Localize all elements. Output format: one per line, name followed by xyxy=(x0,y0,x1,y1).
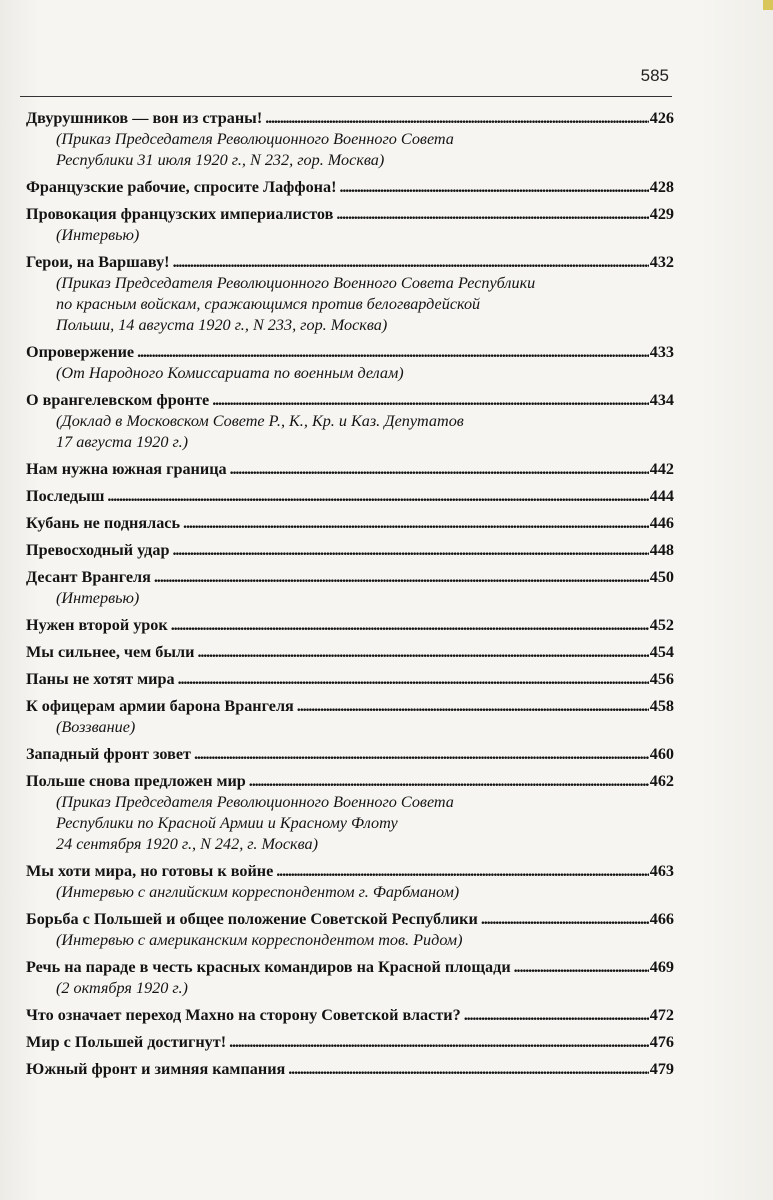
toc-entry-page: 444 xyxy=(649,487,674,505)
toc-entry-subtitle xyxy=(26,273,674,336)
toc-entry xyxy=(26,204,674,246)
toc-entry-subtitle xyxy=(26,792,674,855)
toc-entry-line xyxy=(26,744,674,765)
dot-leader xyxy=(173,252,649,273)
dot-leader xyxy=(336,204,648,225)
toc-entry-line xyxy=(26,1005,674,1026)
toc-entry xyxy=(26,177,674,198)
toc-entry xyxy=(26,252,674,336)
toc-entry-subtitle-line: (Воззвание) xyxy=(56,718,136,736)
toc-entry-title: Нам нужна южная граница xyxy=(26,460,227,478)
dot-leader xyxy=(107,486,648,507)
toc-entry-line xyxy=(26,567,674,588)
toc-entry-page: 456 xyxy=(649,670,674,688)
toc-entry-page: 442 xyxy=(649,460,674,478)
toc-entry xyxy=(26,1059,674,1080)
toc-entry-subtitle-line: (От Народного Комиссариата по военным делам) xyxy=(56,364,404,382)
toc-entry-page: 469 xyxy=(649,958,674,976)
toc-entry-page: 460 xyxy=(649,745,674,763)
toc-entry-line xyxy=(26,486,674,507)
toc-entry xyxy=(26,1032,674,1053)
toc-entry-page: 448 xyxy=(649,541,674,559)
toc-entry-subtitle-line: (Интервью) xyxy=(56,226,140,244)
toc-entry-title: Что означает переход Махно на сторону Советской власти? xyxy=(26,1006,461,1024)
toc-entry-title: К офицерам армии барона Врангеля xyxy=(26,697,294,715)
toc-entry-subtitle xyxy=(26,225,674,246)
header-rule xyxy=(20,96,672,97)
toc-entry xyxy=(26,108,674,171)
toc-entry-page: 450 xyxy=(649,568,674,586)
dot-leader xyxy=(137,342,649,363)
toc-entry-title: Двурушников — вон из страны! xyxy=(26,109,263,127)
toc-entry-page: 458 xyxy=(649,697,674,715)
toc-entry xyxy=(26,540,674,561)
toc-entry xyxy=(26,567,674,609)
toc-entry-title: Западный фронт зовет xyxy=(26,745,191,763)
toc-entry-page: 479 xyxy=(649,1060,674,1078)
corner-mark xyxy=(763,0,773,10)
page-number: 585 xyxy=(640,66,669,85)
toc-entry xyxy=(26,669,674,690)
toc-entry-line xyxy=(26,957,674,978)
dot-leader xyxy=(178,669,649,690)
toc-entry xyxy=(26,771,674,855)
toc-entry-line xyxy=(26,252,674,273)
toc-entry-subtitle-line: 17 августа 1920 г.) xyxy=(56,433,189,451)
toc-entry-page: 454 xyxy=(649,643,674,661)
toc-entry-title: Мы хоти мира, но готовы к войне xyxy=(26,862,274,880)
toc-entry xyxy=(26,861,674,903)
toc-entry xyxy=(26,342,674,384)
toc-entry-title: Десант Врангеля xyxy=(26,568,151,586)
dot-leader xyxy=(183,513,649,534)
toc-entry-line xyxy=(26,1032,674,1053)
toc-entry-title: Опровержение xyxy=(26,343,135,361)
toc-entry-line xyxy=(26,390,674,411)
toc-entry-subtitle xyxy=(26,363,674,384)
toc-entry-page: 463 xyxy=(649,862,674,880)
toc-entry-page: 472 xyxy=(649,1006,674,1024)
toc-entry-line xyxy=(26,513,674,534)
dot-leader xyxy=(172,540,648,561)
toc-entry-title: Мир с Польшей достигнут! xyxy=(26,1033,227,1051)
dot-leader xyxy=(229,1032,649,1053)
toc-entry-title: Французские рабочие, спросите Лаффона! xyxy=(26,178,337,196)
dot-leader xyxy=(276,861,648,882)
dot-leader xyxy=(249,771,649,792)
toc-entry-line xyxy=(26,615,674,636)
toc-entry-line xyxy=(26,540,674,561)
toc-entry-page: 429 xyxy=(649,205,674,223)
dot-leader xyxy=(154,567,649,588)
toc-entry-title: Провокация французских империалистов xyxy=(26,205,334,223)
dot-leader xyxy=(481,909,649,930)
toc-entry-subtitle-line: (Приказ Председателя Революционного Военного Совета xyxy=(56,793,454,811)
toc-entry-line xyxy=(26,642,674,663)
toc-entry-line xyxy=(26,771,674,792)
toc-entry-title: Превосходный удар xyxy=(26,541,170,559)
toc-entry xyxy=(26,744,674,765)
toc-entry-page: 476 xyxy=(649,1033,674,1051)
toc-entry-subtitle-line: Польши, 14 августа 1920 г., N 233, гор. Москва) xyxy=(56,316,388,334)
toc-entry-title: Мы сильнее, чем были xyxy=(26,643,195,661)
toc-entry-title: Последыш xyxy=(26,487,105,505)
toc-entry-subtitle xyxy=(26,588,674,609)
toc-entry-page: 452 xyxy=(649,616,674,634)
toc-entry-page: 432 xyxy=(649,253,674,271)
dot-leader xyxy=(297,696,649,717)
toc-entry-subtitle xyxy=(26,978,674,999)
dot-leader xyxy=(339,177,648,198)
toc-entry-line xyxy=(26,669,674,690)
toc-entry-subtitle-line: (Доклад в Московском Совете Р., К., Кр. и Каз. Депутатов xyxy=(56,412,464,430)
toc-entry-subtitle-line: Республики 31 июля 1920 г., N 232, гор. Москва) xyxy=(56,151,385,169)
dot-leader xyxy=(288,1059,648,1080)
toc-entry xyxy=(26,390,674,453)
dot-leader xyxy=(265,108,649,129)
toc-entry-title: Нужен второй урок xyxy=(26,616,168,634)
toc-entry-line xyxy=(26,177,674,198)
toc-entry-subtitle-line: (2 октября 1920 г.) xyxy=(56,979,188,997)
toc-entry xyxy=(26,459,674,480)
toc-entry-line xyxy=(26,204,674,225)
toc-entry-title: Южный фронт и зимняя кампания xyxy=(26,1060,286,1078)
toc-entry-subtitle xyxy=(26,930,674,951)
toc-entry-title: Герои, на Варшаву! xyxy=(26,253,170,271)
toc-entry xyxy=(26,486,674,507)
toc-entry-page: 426 xyxy=(649,109,674,127)
toc-entry xyxy=(26,696,674,738)
dot-leader xyxy=(230,459,649,480)
toc-entry-subtitle-line: по красным войскам, сражающимся против белогвардейской xyxy=(56,295,481,313)
dot-leader xyxy=(197,642,648,663)
toc-entry-subtitle-line: (Интервью) xyxy=(56,589,140,607)
toc-entry-title: Борьба с Польшей и общее положение Советской Республики xyxy=(26,910,478,928)
table-of-contents xyxy=(26,108,674,1086)
toc-entry-page: 428 xyxy=(649,178,674,196)
toc-entry-page: 446 xyxy=(649,514,674,532)
toc-entry-subtitle-line: (Интервью с американским корреспондентом тов. Ридом) xyxy=(56,931,463,949)
dot-leader xyxy=(171,615,649,636)
toc-entry-subtitle xyxy=(26,882,674,903)
toc-entry-line xyxy=(26,861,674,882)
toc-entry-line xyxy=(26,459,674,480)
toc-entry-title: О врангелевском фронте xyxy=(26,391,210,409)
toc-entry xyxy=(26,642,674,663)
toc-entry-subtitle xyxy=(26,411,674,453)
toc-entry-subtitle-line: 24 сентября 1920 г., N 242, г. Москва) xyxy=(56,835,319,853)
toc-entry-subtitle xyxy=(26,129,674,171)
toc-entry-line xyxy=(26,909,674,930)
toc-entry-line xyxy=(26,108,674,129)
toc-entry-title: Кубань не поднялась xyxy=(26,514,181,532)
dot-leader xyxy=(464,1005,649,1026)
toc-entry-line xyxy=(26,1059,674,1080)
toc-entry-page: 433 xyxy=(649,343,674,361)
toc-entry-subtitle-line: Республики по Красной Армии и Красному Флоту xyxy=(56,814,398,832)
toc-entry xyxy=(26,615,674,636)
toc-entry-line xyxy=(26,696,674,717)
toc-entry xyxy=(26,957,674,999)
toc-entry-subtitle-line: (Приказ Председателя Революционного Военного Совета xyxy=(56,130,454,148)
toc-entry-subtitle-line: (Интервью с английским корреспондентом г. Фарбманом) xyxy=(56,883,460,901)
toc-entry xyxy=(26,909,674,951)
toc-entry-subtitle-line: (Приказ Председателя Революционного Военного Совета Республики xyxy=(56,274,536,292)
toc-entry-page: 462 xyxy=(649,772,674,790)
toc-entry xyxy=(26,513,674,534)
toc-entry-subtitle xyxy=(26,717,674,738)
dot-leader xyxy=(194,744,649,765)
toc-entry-line xyxy=(26,342,674,363)
dot-leader xyxy=(212,390,648,411)
toc-entry-page: 434 xyxy=(649,391,674,409)
toc-entry-title: Польше снова предложен мир xyxy=(26,772,246,790)
dot-leader xyxy=(514,957,649,978)
toc-entry-title: Паны не хотят мира xyxy=(26,670,175,688)
toc-entry-title: Речь на параде в честь красных командиров на Красной площади xyxy=(26,958,511,976)
toc-entry-page: 466 xyxy=(649,910,674,928)
toc-entry xyxy=(26,1005,674,1026)
